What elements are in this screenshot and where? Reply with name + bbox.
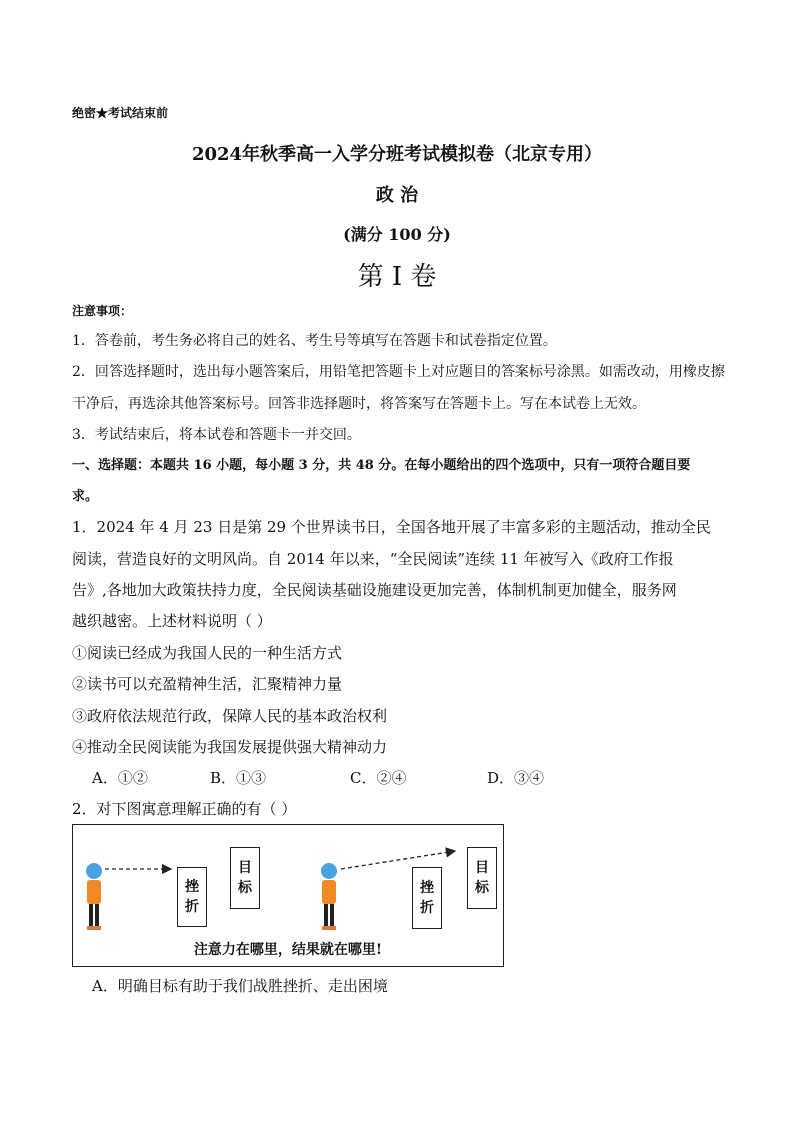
goal-box-left: 目标 [230,847,260,909]
setback-box-left: 挫折 [177,867,207,927]
note-item: 干净后，再选涂其他答案标号。回答非选择题时，将答案写在答题卡上。写在本试卷上无效。 [72,396,646,412]
subject-title: 政 治 [375,185,419,206]
section-heading-cont: 求。 [72,489,99,504]
score-label: (满分 100 分) [343,225,451,244]
goal-box-right: 目标 [467,847,497,909]
q1-statement: ①阅读已经成为我国人民的一种生活方式 [72,644,343,662]
q2-option-a[interactable]: A．明确目标有助于我们战胜挫折、走出困境 [92,977,388,995]
person-left-icon [86,863,102,930]
volume-title: 第 I 卷 [357,262,437,292]
q1-statement: ③政府依法规范行政，保障人民的基本政治权利 [72,707,388,725]
q1-option-a[interactable]: A．①② [92,769,148,787]
q1-option-c[interactable]: C．②④ [350,769,407,787]
q1-stem: 告》,各地加大政策扶持力度，全民阅读基础设施建设更加完善，体制机制更加健全，服务网 [72,581,677,599]
q1-statement: ②读书可以充盈精神生活，汇聚精神力量 [72,675,343,693]
section-heading: 一、选择题：本题共 16 小题，每小题 3 分，共 48 分。在每小题给出的四个选项中，只有一项符合题目要 [72,458,691,473]
cartoon-figure [72,824,504,967]
figure-caption: 注意力在哪里，结果就在哪里! [193,942,383,958]
note-item: 3．考试结束后，将本试卷和答题卡一并交回。 [72,427,361,443]
q2-stem: 2．对下图寓意理解正确的有（ ） [72,800,297,818]
exam-title: 2024年秋季高一入学分班考试模拟卷（北京专用） [191,144,603,165]
q1-statement: ④推动全民阅读能为我国发展提供强大精神动力 [72,738,388,756]
person-right-icon [321,863,337,930]
note-item: 2．回答选择题时，选出每小题答案后，用铅笔把答题卡上对应题目的答案标号涂黑。如需改动，用橡皮擦 [72,364,725,380]
q1-option-d[interactable]: D．③④ [487,769,545,787]
notes-heading: 注意事项： [72,304,133,318]
q1-option-b[interactable]: B．①③ [210,769,267,787]
note-item: 1．答卷前，考生务必将自己的姓名、考生号等填写在答题卡和试卷指定位置。 [72,333,557,349]
q1-stem: 阅读，营造良好的文明风尚。自 2014 年以来，“全民阅读”连续 11 年被写入《政府工作报 [72,550,674,568]
q1-stem: 越织越密。上述材料说明（ ） [72,612,272,630]
setback-box-right: 挫折 [412,867,442,929]
secret-label: 绝密★考试结束前 [72,106,169,120]
q1-stem: 1．2024 年 4 月 23 日是第 29 个世界读书日，全国各地开展了丰富多彩的主题活动，推动全民 [72,518,711,536]
